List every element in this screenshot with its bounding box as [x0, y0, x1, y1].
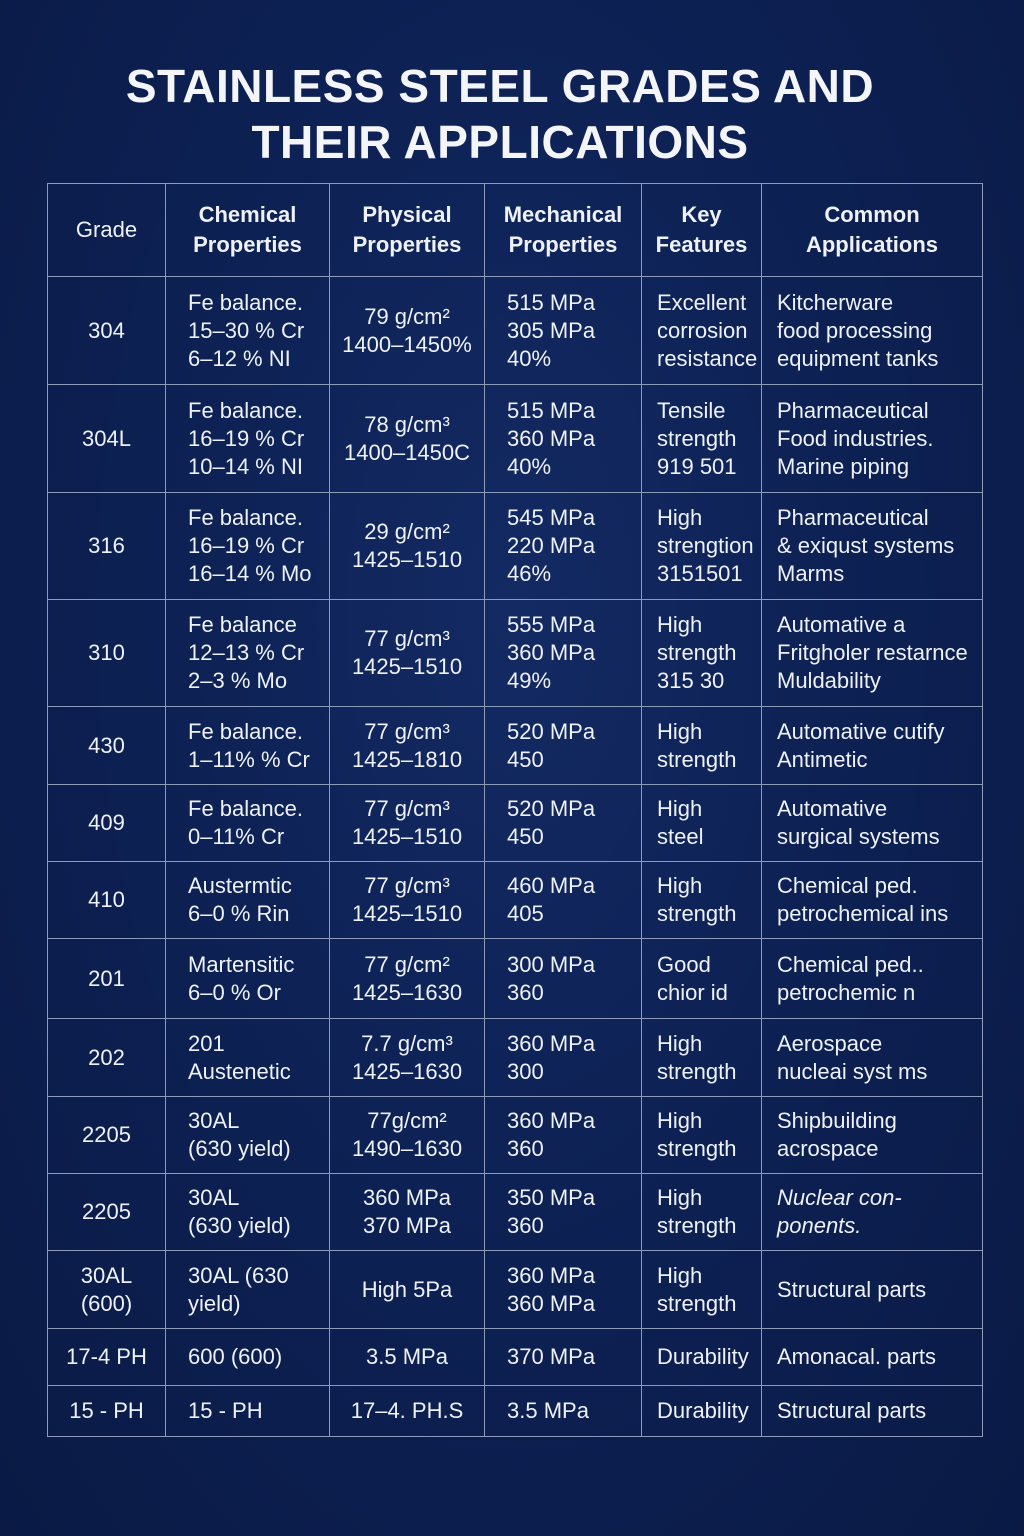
cell-grade: 15 - PH	[48, 1386, 166, 1437]
cell-applications: Automative surgical systems	[762, 785, 983, 862]
cell-mechanical: 515 MPa 305 MPa 40%	[485, 277, 642, 385]
cell-chemical: 600 (600)	[166, 1329, 330, 1386]
cell-grade: 201	[48, 939, 166, 1019]
cell-features: High strengtion 3151501	[642, 493, 762, 600]
table-row	[48, 1097, 983, 1174]
table-row	[48, 707, 983, 785]
cell-mechanical: 350 MPa 360	[485, 1174, 642, 1251]
cell-grade: 2205	[48, 1097, 166, 1174]
cell-grade: 409	[48, 785, 166, 862]
cell-chemical: 30AL (630 yield)	[166, 1251, 330, 1329]
cell-chemical: Martensitic 6–0 % Or	[166, 939, 330, 1019]
cell-chemical: Austermtic 6–0 % Rin	[166, 862, 330, 939]
cell-physical: 3.5 MPa	[330, 1329, 485, 1386]
cell-applications: Shipbuilding acrospace	[762, 1097, 983, 1174]
table-row	[48, 1329, 983, 1386]
header-grade: Grade	[48, 184, 166, 277]
cell-features: Excellent corrosion resistance	[642, 277, 762, 385]
table-row	[48, 385, 983, 493]
cell-physical: 77 g/cm³ 1425–1510	[330, 862, 485, 939]
cell-mechanical: 3.5 MPa	[485, 1386, 642, 1437]
cell-features: High strength	[642, 1019, 762, 1097]
table-row	[48, 785, 983, 862]
cell-mechanical: 460 MPa 405	[485, 862, 642, 939]
cell-mechanical: 520 MPa 450	[485, 785, 642, 862]
table-row	[48, 600, 983, 707]
table-row	[48, 939, 983, 1019]
table-row	[48, 1019, 983, 1097]
cell-mechanical: 515 MPa 360 MPa 40%	[485, 385, 642, 493]
cell-chemical: 30AL (630 yield)	[166, 1174, 330, 1251]
cell-mechanical: 300 MPa 360	[485, 939, 642, 1019]
cell-grade: 310	[48, 600, 166, 707]
page-title	[0, 58, 1000, 170]
cell-features: High strength	[642, 862, 762, 939]
table-row	[48, 1251, 983, 1329]
cell-physical: 17–4. PH.S	[330, 1386, 485, 1437]
cell-physical: 78 g/cm³ 1400–1450C	[330, 385, 485, 493]
table-row	[48, 1174, 983, 1251]
cell-features: High strength	[642, 1097, 762, 1174]
cell-physical: 360 MPa 370 MPa	[330, 1174, 485, 1251]
cell-physical: 77 g/cm³ 1425–1810	[330, 707, 485, 785]
cell-physical: 79 g/cm² 1400–1450%	[330, 277, 485, 385]
cell-physical: High 5Pa	[330, 1251, 485, 1329]
cell-grade: 30AL (600)	[48, 1251, 166, 1329]
cell-mechanical: 360 MPa 360 MPa	[485, 1251, 642, 1329]
cell-applications: Chemical ped. petrochemical ins	[762, 862, 983, 939]
cell-physical: 77 g/cm² 1425–1630	[330, 939, 485, 1019]
cell-physical: 7.7 g/cm³ 1425–1630	[330, 1019, 485, 1097]
cell-physical: 77g/cm² 1490–1630	[330, 1097, 485, 1174]
cell-chemical: Fe balance. 1–11% % Cr	[166, 707, 330, 785]
cell-mechanical: 370 MPa	[485, 1329, 642, 1386]
cell-features: High strength	[642, 707, 762, 785]
cell-chemical: Fe balance. 15–30 % Cr 6–12 % NI	[166, 277, 330, 385]
cell-grade: 202	[48, 1019, 166, 1097]
cell-mechanical: 545 MPa 220 MPa 46%	[485, 493, 642, 600]
cell-applications: Amonacal. parts	[762, 1329, 983, 1386]
cell-chemical: Fe balance 12–13 % Cr 2–3 % Mo	[166, 600, 330, 707]
header-chemical: Chemical Properties	[166, 184, 330, 277]
cell-chemical: 15 - PH	[166, 1386, 330, 1437]
table-row	[48, 1386, 983, 1437]
cell-applications: Kitcherware food processing equipment tanks	[762, 277, 983, 385]
table-header	[48, 184, 983, 277]
cell-mechanical: 555 MPa 360 MPa 49%	[485, 600, 642, 707]
title-line-1: STAINLESS STEEL GRADES AND	[125, 60, 875, 112]
cell-features: High strength	[642, 1174, 762, 1251]
table-row	[48, 493, 983, 600]
cell-grade: 430	[48, 707, 166, 785]
title-line-2: THEIR APPLICATIONS	[251, 116, 749, 168]
table-body	[48, 277, 983, 1437]
cell-grade: 304L	[48, 385, 166, 493]
cell-grade: 304	[48, 277, 166, 385]
cell-physical: 77 g/cm³ 1425–1510	[330, 600, 485, 707]
cell-applications: Structural parts	[762, 1251, 983, 1329]
cell-applications: Automative a Fritgholer restarnce Muldability	[762, 600, 983, 707]
cell-grade: 17-4 PH	[48, 1329, 166, 1386]
cell-applications: Pharmaceutical Food industries. Marine piping	[762, 385, 983, 493]
cell-applications: Pharmaceutical & exiqust systems Marms	[762, 493, 983, 600]
table-row	[48, 862, 983, 939]
cell-features: Good chior id	[642, 939, 762, 1019]
cell-grade: 316	[48, 493, 166, 600]
header-physical: Physical Properties	[330, 184, 485, 277]
cell-grade: 2205	[48, 1174, 166, 1251]
table-row	[48, 277, 983, 385]
cell-mechanical: 520 MPa 450	[485, 707, 642, 785]
cell-applications: Nuclear con- ponents.	[762, 1174, 983, 1251]
cell-applications: Structural parts	[762, 1386, 983, 1437]
cell-features: High steel	[642, 785, 762, 862]
cell-physical: 77 g/cm³ 1425–1510	[330, 785, 485, 862]
cell-chemical: Fe balance. 16–19 % Cr 10–14 % NI	[166, 385, 330, 493]
cell-mechanical: 360 MPa 300	[485, 1019, 642, 1097]
cell-chemical: Fe balance. 16–19 % Cr 16–14 % Mo	[166, 493, 330, 600]
cell-features: High strength 315 30	[642, 600, 762, 707]
cell-applications: Chemical ped.. petrochemic n	[762, 939, 983, 1019]
cell-physical: 29 g/cm² 1425–1510	[330, 493, 485, 600]
cell-features: Durability	[642, 1329, 762, 1386]
cell-features: High strength	[642, 1251, 762, 1329]
cell-mechanical: 360 MPa 360	[485, 1097, 642, 1174]
cell-chemical: 201 Austenetic	[166, 1019, 330, 1097]
header-features: Key Features	[642, 184, 762, 277]
cell-chemical: 30AL (630 yield)	[166, 1097, 330, 1174]
cell-features: Tensile strength 919 501	[642, 385, 762, 493]
cell-applications: Aerospace nucleai syst ms	[762, 1019, 983, 1097]
cell-grade: 410	[48, 862, 166, 939]
cell-chemical: Fe balance. 0–11% Cr	[166, 785, 330, 862]
header-row	[48, 184, 983, 277]
header-mechanical: Mechanical Properties	[485, 184, 642, 277]
grades-table	[47, 183, 983, 1437]
cell-features: Durability	[642, 1386, 762, 1437]
cell-applications: Automative cutify Antimetic	[762, 707, 983, 785]
header-applications: Common Applications	[762, 184, 983, 277]
